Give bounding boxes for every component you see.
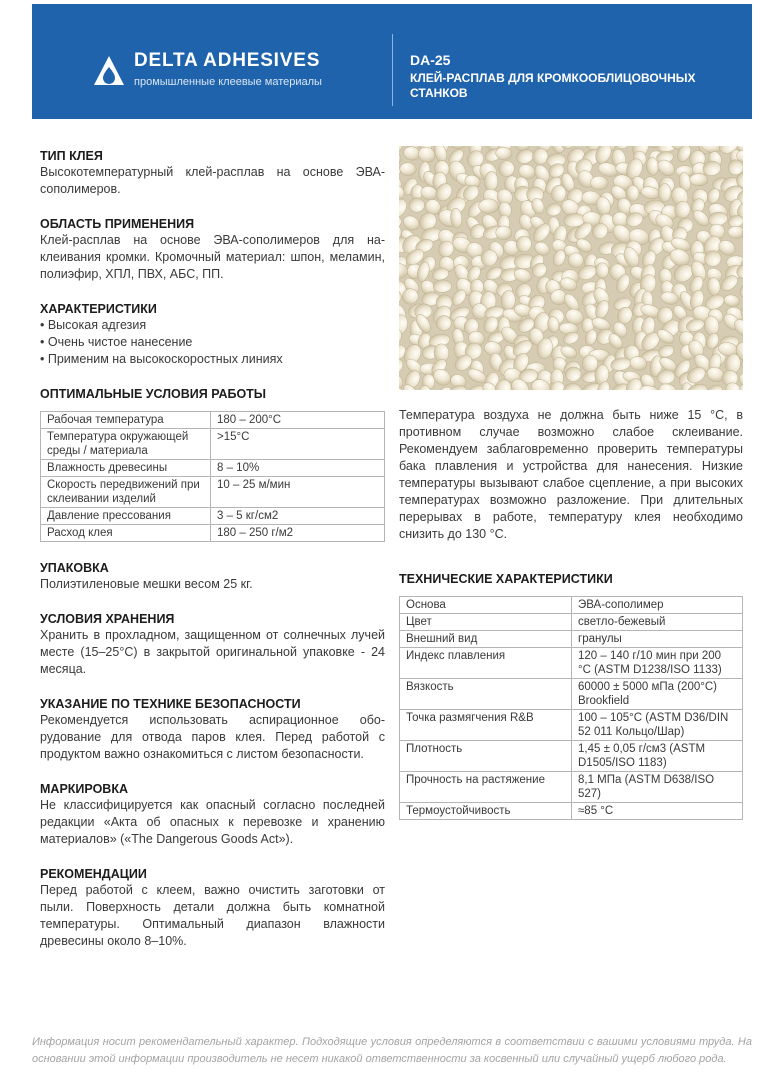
- marking-title: МАРКИРОВКА: [40, 782, 128, 796]
- table-row: [400, 614, 743, 631]
- application-text: Клей-расплав на основе ЭВА-сополимеров для на-клеивания кромки. Кромочный материал: шпон, меламин, полиэфир, ХПЛ, ПВХ, АБС, ПП.: [40, 233, 385, 281]
- granule: [433, 280, 452, 293]
- safety-text: Рекомендуется использовать аспирационное обо-рудование для отвода паров клея. Перед работой с продуктом важно ознакомиться с листом безопасности.: [40, 713, 385, 761]
- characteristic-item: • Высокая адгезия: [40, 318, 147, 332]
- spec-value: светло-бежевый: [572, 614, 743, 631]
- disclaimer-footer: Информация носит рекомендательный характер. Подходящие условия определяются в соответствии с вашими условиями труда. На основании этой информации производитель не несет никакой ответственности за косвенный или случайный ущерб любого рода.: [32, 1036, 752, 1065]
- table-row: [41, 412, 385, 429]
- spec-value: 8,1 МПа (ASTM D638/ISO 527): [572, 772, 743, 803]
- right-column: [399, 146, 743, 820]
- spec-value: 1,45 ± 0,05 г/см3 (ASTM D1505/ISO 1183): [572, 741, 743, 772]
- spec-name: Внешний вид: [400, 631, 572, 648]
- spec-name: Вязкость: [400, 679, 572, 710]
- param-value: 180 – 200°C: [211, 412, 385, 429]
- param-value: 8 – 10%: [211, 460, 385, 477]
- product-code: DA-25: [410, 52, 451, 68]
- granule: [595, 263, 608, 279]
- characteristic-item: • Очень чистое нанесение: [40, 335, 193, 349]
- spec-value: 100 – 105°C (ASTM D36/DIN 52 011 Кольцо/Шар): [572, 710, 743, 741]
- glue-type-title: ТИП КЛЕЯ: [40, 149, 103, 163]
- storage-title: УСЛОВИЯ ХРАНЕНИЯ: [40, 612, 175, 626]
- table-row: [41, 525, 385, 542]
- spec-name: Основа: [400, 597, 572, 614]
- table-row: [400, 679, 743, 710]
- table-row: [41, 429, 385, 460]
- spec-value: ≈85 °C: [572, 803, 743, 820]
- tech-specs-title: ТЕХНИЧЕСКИЕ ХАРАКТЕРИСТИКИ: [399, 572, 613, 586]
- delta-logo-icon: [92, 54, 126, 88]
- tech-specs-table: [399, 596, 743, 820]
- granule: [479, 199, 499, 214]
- brand-tagline: промышленные клеевые материалы: [134, 76, 322, 88]
- safety-title: УКАЗАНИЕ ПО ТЕХНИКЕ БЕЗОПАСНОСТИ: [40, 697, 301, 711]
- param-name: Температура окружающей среды / материала: [41, 429, 211, 460]
- header-divider: [392, 34, 393, 106]
- table-row: [400, 631, 743, 648]
- glue-type-text: Высокотемпературный клей-расплав на основе ЭВА-сополимеров.: [40, 165, 385, 196]
- storage-text: Хранить в прохладном, защищенном от солнечных лучей месте (15–25°C) в закрытой оригинальной упаковке - 24 месяца.: [40, 628, 385, 676]
- granule: [728, 160, 743, 175]
- granule: [495, 226, 511, 240]
- spec-name: Термоустойчивость: [400, 803, 572, 820]
- spec-value: 120 – 140 г/10 мин при 200 °C (ASTM D1238/ISO 1133): [572, 648, 743, 679]
- table-row: [400, 772, 743, 803]
- granule: [690, 173, 708, 186]
- param-value: >15°C: [211, 429, 385, 460]
- spec-value: 60000 ± 5000 мПа (200°C) Brookfield: [572, 679, 743, 710]
- header-banner: [32, 4, 752, 119]
- packaging-text: Полиэтиленовые мешки весом 25 кг.: [40, 577, 253, 591]
- param-value: 3 – 5 кг/см2: [211, 508, 385, 525]
- spec-name: Плотность: [400, 741, 572, 772]
- param-name: Рабочая температура: [41, 412, 211, 429]
- spec-name: Индекс плавления: [400, 648, 572, 679]
- spec-value: ЭВА-сополимер: [572, 597, 743, 614]
- characteristics-title: ХАРАКТЕРИСТИКИ: [40, 302, 157, 316]
- spec-name: Точка размягчения R&B: [400, 710, 572, 741]
- table-row: [41, 460, 385, 477]
- left-column: [40, 148, 385, 950]
- product-heading: [410, 52, 740, 101]
- application-title: ОБЛАСТЬ ПРИМЕНЕНИЯ: [40, 217, 195, 231]
- temperature-note: Температура воздуха не должна быть ниже 15 °C, в противном случае возможно слабое склеивание. Рекомендуем заблаговременно проверить температуры бака плавления и устройства для нанесения. Низкие температуры вызывают слабое сцепление, а при высоких температурах возможно разложение. При длительных перерывах в работе, температуру клея необходимо снизить до 130 °C.: [399, 408, 743, 541]
- param-name: Давление прессования: [41, 508, 211, 525]
- table-row: [400, 803, 743, 820]
- brand-name: DELTA ADHESIVES: [134, 50, 321, 71]
- brand-logo: [92, 50, 382, 100]
- conditions-table: [40, 411, 385, 542]
- granules-photo: [399, 146, 743, 390]
- param-name: Влажность древесины: [41, 460, 211, 477]
- param-value: 10 – 25 м/мин: [211, 477, 385, 508]
- spec-value: гранулы: [572, 631, 743, 648]
- spec-name: Прочность на растяжение: [400, 772, 572, 803]
- table-row: [400, 648, 743, 679]
- recommendations-text: Перед работой с клеем, важно очистить заготовки от пыли. Поверхность детали должна быть комнатной температуры. Оптимальный диапазон влажности древесины около 8–10%.: [40, 883, 385, 948]
- spec-name: Цвет: [400, 614, 572, 631]
- param-name: Скорость передвижений при склеивании изделий: [41, 477, 211, 508]
- recommendations-title: РЕКОМЕНДАЦИИ: [40, 867, 147, 881]
- conditions-title: ОПТИМАЛЬНЫЕ УСЛОВИЯ РАБОТЫ: [40, 387, 267, 401]
- packaging-title: УПАКОВКА: [40, 561, 109, 575]
- table-row: [41, 508, 385, 525]
- param-name: Расход клея: [41, 525, 211, 542]
- characteristic-item: • Применим на высокоскоростных линиях: [40, 352, 283, 366]
- marking-text: Не классифицируется как опасный согласно последней редакции «Акта об опасных к перевозке и хранению материалов» («The Dangerous Goods Act»).: [40, 798, 385, 846]
- param-value: 180 – 250 г/м2: [211, 525, 385, 542]
- table-row: [400, 597, 743, 614]
- table-row: [41, 477, 385, 508]
- table-row: [400, 741, 743, 772]
- granule: [626, 185, 639, 201]
- table-row: [400, 710, 743, 741]
- product-description: КЛЕЙ-РАСПЛАВ ДЛЯ КРОМКООБЛИЦОВОЧНЫХ СТАНКОВ: [410, 71, 696, 100]
